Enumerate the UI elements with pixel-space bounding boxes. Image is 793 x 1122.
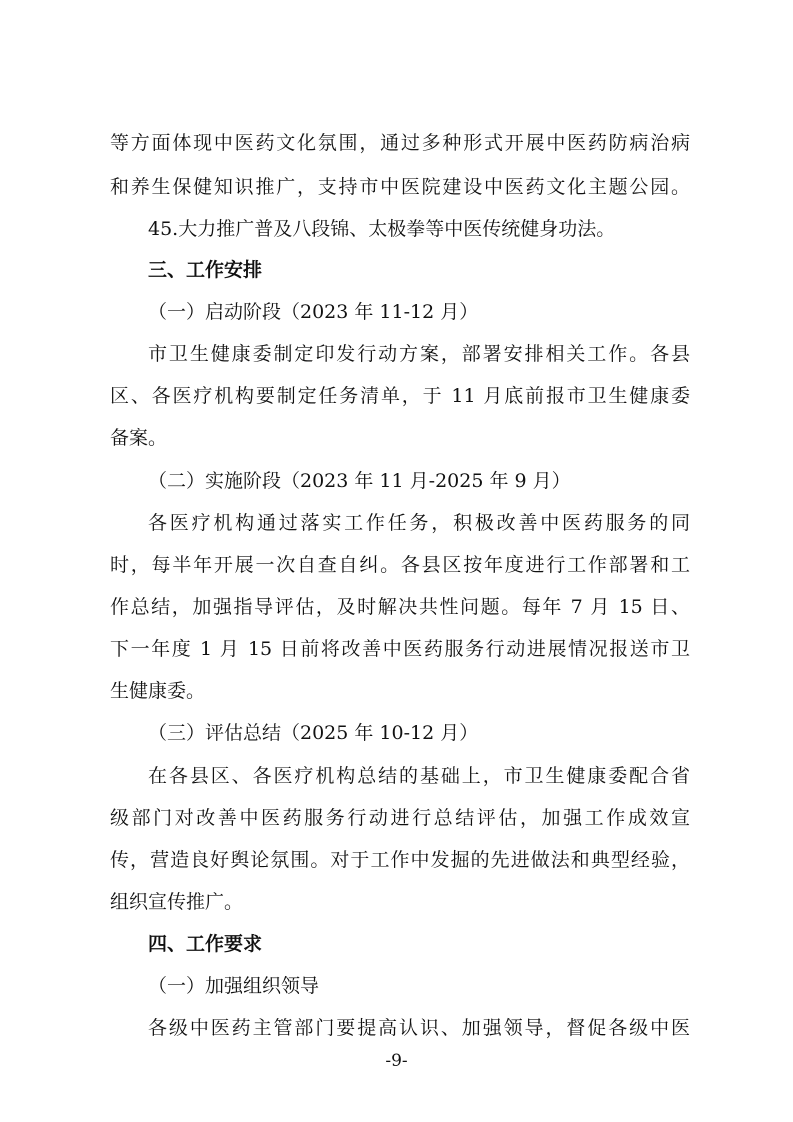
- body-line: 作总结，加强指导评估，及时解决共性问题。每年 7 月 15 日、: [110, 596, 690, 618]
- body-line: 生健康委。: [110, 680, 206, 702]
- body-line: 区、各医疗机构要制定任务清单，于 11 月底前报市卫生健康委: [110, 385, 690, 407]
- subsection-heading-1: （一）启动阶段（2023 年 11-12 月）: [148, 301, 479, 323]
- subsection-heading-3: （三）评估总结（2025 年 10-12 月）: [148, 722, 479, 744]
- body-line: 下一年度 1 月 15 日前将改善中医药服务行动进展情况报送市卫: [110, 638, 690, 660]
- body-line: 备案。: [110, 427, 168, 449]
- section-heading-3: 三、工作安排: [148, 259, 263, 281]
- subsection-heading-4-1: （一）加强组织领导: [148, 975, 320, 997]
- body-line: 和养生保健知识推广，支持市中医院建设中医药文化主题公园。: [110, 176, 690, 198]
- subsection-heading-2: （二）实施阶段（2023 年 11 月-2025 年 9 月）: [148, 470, 571, 492]
- body-line: 组织宣传推广。: [110, 891, 244, 913]
- body-line: 级部门对改善中医药服务行动进行总结评估，加强工作成效宣: [110, 807, 690, 829]
- body-line: 传，营造良好舆论氛围。对于工作中发掘的先进做法和典型经验，: [110, 849, 690, 871]
- body-line: 各级中医药主管部门要提高认识、加强领导，督促各级中医: [148, 1017, 690, 1039]
- list-item-45: 45.大力推广普及八段锦、太极拳等中医传统健身功法。: [148, 218, 616, 240]
- body-line: 在各县区、各医疗机构总结的基础上，市卫生健康委配合省: [148, 765, 690, 787]
- body-line: 市卫生健康委制定印发行动方案，部署安排相关工作。各县: [148, 343, 690, 365]
- page-number: -9-: [385, 1051, 408, 1071]
- body-line: 各医疗机构通过落实工作任务，积极改善中医药服务的同: [148, 512, 690, 534]
- body-line: 时，每半年开展一次自查自纠。各县区按年度进行工作部署和工: [110, 554, 690, 576]
- section-heading-4: 四、工作要求: [148, 933, 263, 955]
- body-line: 等方面体现中医药文化氛围，通过多种形式开展中医药防病治病: [110, 132, 690, 154]
